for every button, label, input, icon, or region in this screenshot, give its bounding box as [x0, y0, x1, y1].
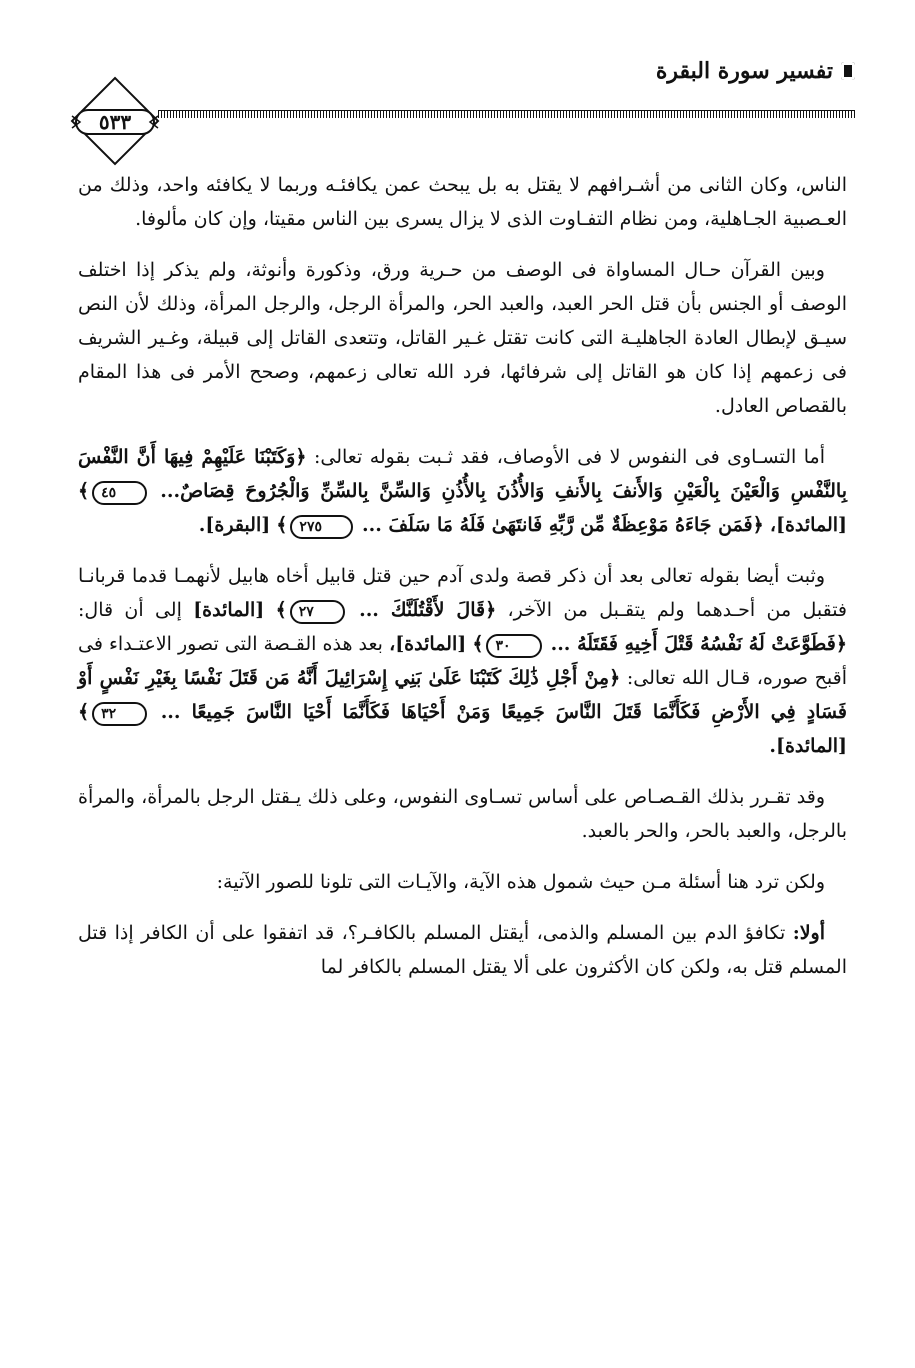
paragraph-4-intro: وثبت أيضا بقوله تعالى بعد أن ذكر قصة ولدى آدم حين قتل قابيل أخاه هابيل لأنهمـا قدما قربانـا فتقبل من أحـدهما ولم يتقـبل من الآخر، — [78, 565, 848, 621]
paragraph-3-intro: أما التسـاوى فى النفوس لا فى الأوصاف، فقد ثـبت بقوله تعالى: — [313, 446, 825, 468]
paragraph-5: وقد تقـرر بذلك القـصـاص على أساس تسـاوى النفوس، وعلى ذلك يـقتل الرجل بالمرأة، والمرأة بالرجل، والعبد بالحر، والحر بالعبد. — [78, 786, 847, 842]
verse-close-bracket: ﴾ — [472, 633, 484, 655]
surah-reference: [المائدة] — [193, 599, 265, 621]
paragraph-1: الناس، وكان الثانى من أشـرافهم لا يقتل به بل يبحث عمن يكافئـه وربما لا يكافئه واحد، وذلك من العـصبية الجـاهلية، ومن نظام التفـاوت الذى لا يزال يسرى بين الناس مقيتا، وإن كان مألوفا. — [78, 174, 847, 230]
paragraph-4-cont: بعد هذه القـصة التى تصور الاعتـداء فى أقبح صوره، قـال الله تعالى: — [78, 633, 847, 689]
surah-reference: [البقرة]. — [198, 514, 271, 536]
page-number-badge — [70, 76, 160, 166]
quran-verse: ﴿وَكَتَبْنَا عَلَيْهِمْ فِيهَا أَنَّ النَّفْسَ بِالنَّفْسِ وَالْعَيْنَ بِالْعَيْنِ وَالأَنفَ بِالأَنفِ وَالأُذُنَ بِالأُذُنِ وَالسِّنَّ بِالسِّنِّ وَالْجُرُوحَ قِصَاصٌ... — [78, 446, 848, 502]
header-rule — [158, 110, 855, 118]
verse-close-bracket: ﴾ — [78, 701, 90, 723]
ayah-number: ٣٠ — [486, 634, 541, 658]
quran-verse: ﴿قَالَ لأَقْتُلَنَّكَ ... — [359, 599, 497, 621]
ayah-number: ٤٥ — [92, 481, 147, 505]
verse-close-bracket: ﴾ — [275, 599, 287, 621]
ornament-icon — [841, 62, 855, 80]
ayah-number: ٣٢ — [92, 702, 147, 726]
quran-verse: ﴿فَطَوَّعَتْ لَهُ نَفْسُهُ قَتْلَ أَخِيهِ فَقَتَلَهُ ... — [550, 633, 847, 655]
surah-reference: [المائدة]، — [769, 514, 847, 536]
running-title-text: تفسير سورة البقرة — [655, 58, 833, 84]
paragraph-7-text: تكافؤ الدم بين المسلم والذمى، أيقتل المسلم بالكافـر؟، قد اتفقوا على أن الكافر إذا قتل المسلم قتل به، ولكن كان الأكثرون على ألا يقتل المسلم بالكافر لما — [78, 922, 847, 978]
paragraph-4 — [78, 559, 847, 763]
paragraph-2: وبين القرآن حـال المساواة فى الوصف من حـرية ورق، وذكورة وأنوثة، ولم يذكر إذا اختلف الوصف أو الجنس بأن قتل الحر العبد، والعبد الحر، والمرأة الرجل، والرجل المرأة، وذلك لأن النص سيـق لإبطال العادة الجاهليـة التى كانت تقتل غـير القاتل، وتتعدى القاتل إلى قبيلة، وغـير الشريف فى زعمهم إذا كان هو القاتل إلى شرفائها، فرد الله تعالى زعمهم، وصحح الأمر فى هذا المقام بالقصاص العادل. — [78, 259, 847, 417]
page-number: ٥٣٣ — [98, 110, 132, 134]
page-body — [78, 168, 847, 1001]
quran-verse: ﴿فَمَن جَاءَهُ مَوْعِظَةٌ مِّن رَّبِّهِ فَانتَهَىٰ فَلَهُ مَا سَلَفَ ... — [362, 514, 764, 536]
verse-close-bracket: ﴾ — [78, 480, 90, 502]
verse-close-bracket: ﴾ — [276, 514, 288, 536]
quran-verse: ﴿مِنْ أَجْلِ ذَٰلِكَ كَتَبْنَا عَلَىٰ بَنِي إِسْرَائِيلَ أَنَّهُ مَن قَتَلَ نَفْسًا بِغَيْرِ نَفْسٍ أَوْ فَسَادٍ فِي الأَرْضِ فَكَأَنَّمَا قَتَلَ النَّاسَ جَمِيعًا وَمَنْ أَحْيَاهَا فَكَأَنَّمَا أَحْيَا النَّاسَ جَمِيعًا ... — [78, 667, 847, 723]
paragraph-6: ولكن ترد هنا أسئلة مـن حيث شمول هذه الآية، والآيـات التى تلونا للصور الآتية: — [216, 871, 825, 893]
surah-reference: [المائدة]، — [389, 633, 467, 655]
paragraph-7 — [78, 916, 847, 984]
ayah-number: ٢٧ — [290, 600, 345, 624]
running-title — [656, 58, 855, 84]
paragraph-4-mid: إلى أن قال: — [78, 599, 182, 621]
ayah-number: ٢٧٥ — [290, 515, 353, 539]
page-header — [70, 58, 855, 158]
surah-reference: [المائدة]. — [769, 735, 847, 757]
paragraph-3 — [78, 440, 847, 542]
point-lead: أولا: — [792, 922, 826, 944]
